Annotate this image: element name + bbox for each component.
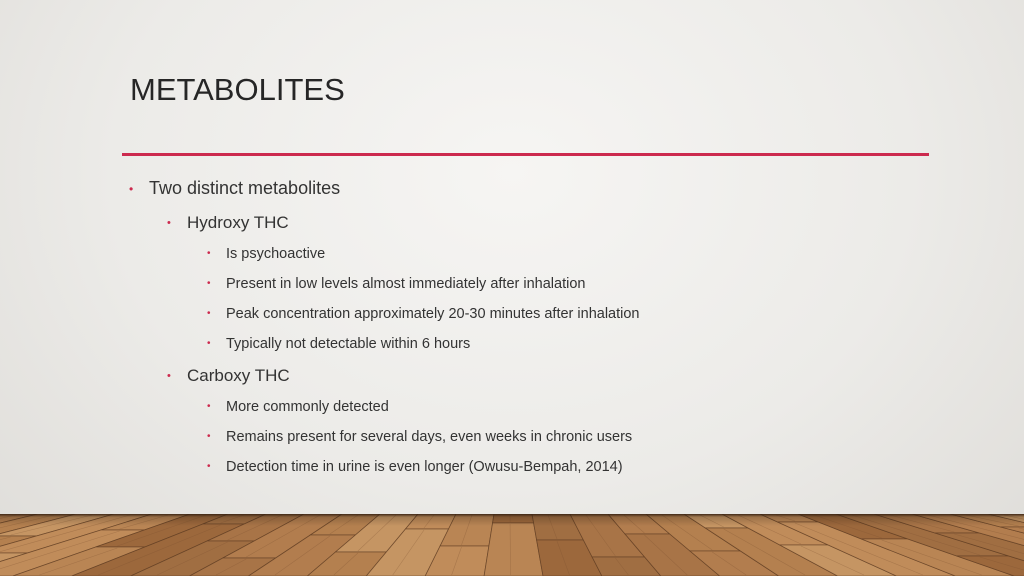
bullet-text: Peak concentration approximately 20-30 minutes after inhalation [226,306,640,322]
bullet-level-3 [207,306,640,322]
bullet-dot-icon: • [207,278,211,289]
bullet-dot-icon: • [207,461,211,472]
bullet-dot-icon: • [167,369,171,382]
wood-floor-background [0,514,1024,576]
bullet-dot-icon: • [207,431,211,442]
bullet-text: Typically not detectable within 6 hours [226,336,471,352]
slide-title: METABOLITES [130,72,345,107]
wood-plank [484,523,543,576]
bullet-dot-icon: • [207,338,211,349]
bullet-level-3 [207,429,632,445]
bullet-dot-icon: • [207,401,211,412]
bullet-level-2 [167,213,289,233]
bullet-text: Hydroxy THC [187,213,289,232]
bullet-dot-icon: • [207,308,211,319]
bullet-level-3 [207,459,623,475]
bullet-text: Two distinct metabolites [149,178,341,198]
bullet-level-3 [207,276,585,292]
bullet-level-1 [129,178,340,199]
bullet-text: Detection time in urine is even longer (Owusu-Bempah, 2014) [226,459,623,475]
wood-floor-svg [0,514,1024,576]
bullet-dot-icon: • [129,181,134,196]
bullet-level-3 [207,246,325,262]
bullet-text: Carboxy THC [187,366,290,385]
bullet-level-3 [207,399,389,415]
bullet-level-2 [167,366,290,386]
bullet-dot-icon: • [207,248,211,259]
bullet-text: More commonly detected [226,399,389,415]
bullet-level-3 [207,336,470,352]
bullet-text: Remains present for several days, even weeks in chronic users [226,429,633,445]
bullet-dot-icon: • [167,216,171,229]
bullet-text: Is psychoactive [226,246,326,262]
bullet-text: Present in low levels almost immediately after inhalation [226,276,586,292]
